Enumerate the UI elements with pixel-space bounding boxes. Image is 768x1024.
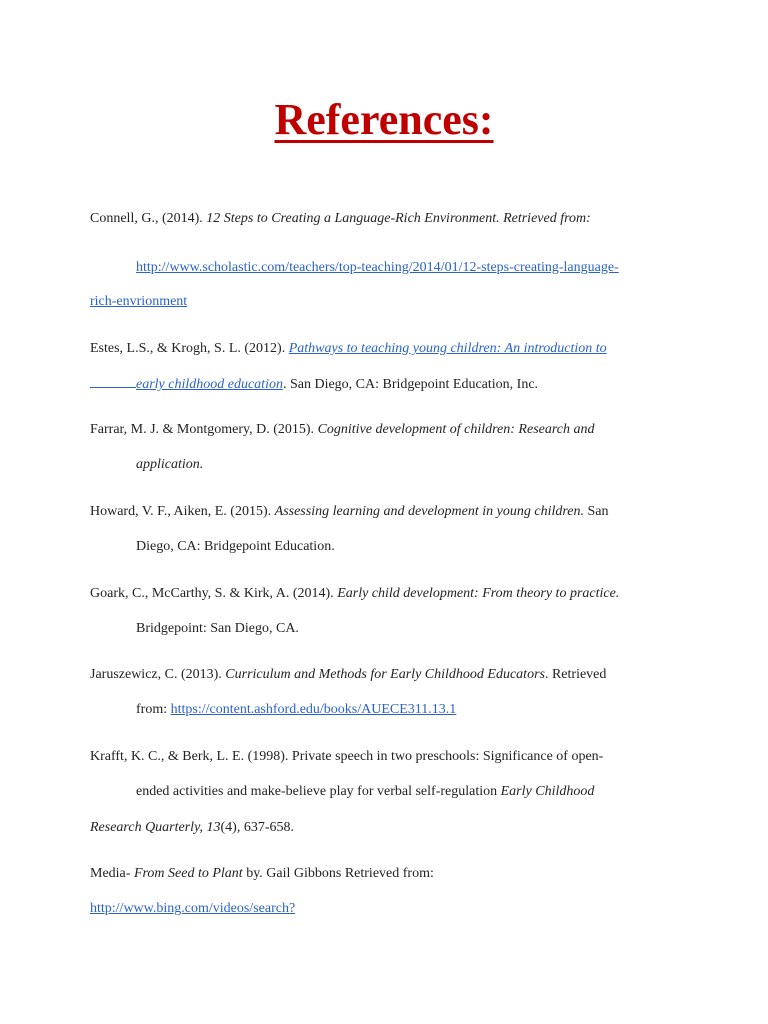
ref-farrar-title-cont: application.	[136, 457, 204, 472]
ref-jaruszewicz-url-link[interactable]: https://content.ashford.edu/books/AUECE311.13.1	[170, 702, 457, 717]
ref-goark-rest: Bridgepoint: San Diego, CA.	[136, 621, 299, 636]
ref-media-rest: by. Gail Gibbons Retrieved from:	[242, 866, 434, 881]
ref-goark-title: Early child development: From theory to practice.	[337, 586, 620, 601]
ref-krafft-pages: (4), 637-658.	[220, 820, 295, 835]
ref-howard-line2	[136, 538, 335, 556]
ref-estes-underline-gap	[90, 375, 136, 388]
ref-howard-line1	[90, 503, 609, 521]
ref-goark-line2	[136, 620, 299, 638]
ref-estes-rest: . San Diego, CA: Bridgepoint Education, Inc.	[282, 377, 539, 392]
ref-jaruszewicz-rest: . Retrieved	[544, 667, 607, 682]
ref-farrar-title: Cognitive development of children: Research and	[317, 422, 595, 437]
ref-howard-title: Assessing learning and development in young children.	[274, 504, 585, 519]
ref-estes-title-link-cont[interactable]: early childhood education	[136, 377, 283, 392]
ref-howard-rest: San	[584, 504, 609, 519]
ref-krafft-journal: Early Childhood	[500, 784, 595, 799]
ref-connell-authors: Connell, G., (2014).	[90, 211, 207, 226]
ref-krafft-line2	[136, 783, 594, 801]
ref-goark-line1	[90, 585, 619, 603]
ref-krafft-text-cont: ended activities and make-believe play for verbal self-regulation	[136, 784, 501, 799]
ref-krafft-line1	[90, 748, 603, 766]
ref-jaruszewicz-authors: Jaruszewicz, C. (2013).	[90, 667, 226, 682]
ref-media-title: From Seed to Plant	[133, 866, 243, 881]
ref-farrar-line2	[136, 456, 203, 474]
ref-estes-authors: Estes, L.S., & Krogh, S. L. (2012).	[90, 341, 289, 356]
ref-goark-authors: Goark, C., McCarthy, S. & Kirk, A. (2014).	[90, 586, 338, 601]
ref-howard-rest-cont: Diego, CA: Bridgepoint Education.	[136, 539, 335, 554]
ref-krafft-text: Krafft, K. C., & Berk, L. E. (1998). Private speech in two preschools: Significance of open-	[90, 749, 604, 764]
ref-estes-line1	[90, 340, 607, 358]
ref-connell-line3	[90, 293, 187, 311]
page-title: References:	[274, 95, 494, 144]
ref-estes-title-link[interactable]: Pathways to teaching young children: An introduction to	[288, 341, 607, 356]
ref-jaruszewicz-from: from:	[136, 702, 171, 717]
ref-connell-title: 12 Steps to Creating a Language-Rich Environment. Retrieved from:	[206, 211, 591, 226]
ref-jaruszewicz-line2	[136, 701, 456, 719]
ref-estes-line2	[90, 375, 538, 394]
ref-farrar-line1	[90, 421, 595, 439]
ref-connell-line1	[90, 210, 591, 228]
ref-media-line1	[90, 865, 434, 883]
ref-jaruszewicz-title: Curriculum and Methods for Early Childhood Educators	[225, 667, 545, 682]
ref-connell-url-link-cont[interactable]: rich-envrionment	[90, 294, 188, 309]
ref-howard-authors: Howard, V. F., Aiken, E. (2015).	[90, 504, 275, 519]
ref-krafft-journal-cont: Research Quarterly, 13	[90, 820, 221, 835]
ref-media-prefix: Media-	[90, 866, 134, 881]
ref-media-line2	[90, 900, 295, 918]
ref-media-url-link[interactable]: http://www.bing.com/videos/search?	[90, 901, 296, 916]
ref-farrar-authors: Farrar, M. J. & Montgomery, D. (2015).	[90, 422, 318, 437]
ref-jaruszewicz-line1	[90, 666, 606, 684]
ref-connell-line2	[136, 259, 619, 277]
ref-connell-url-link[interactable]: http://www.scholastic.com/teachers/top-teaching/2014/01/12-steps-creating-language-	[136, 260, 619, 275]
ref-krafft-line3	[90, 819, 294, 837]
